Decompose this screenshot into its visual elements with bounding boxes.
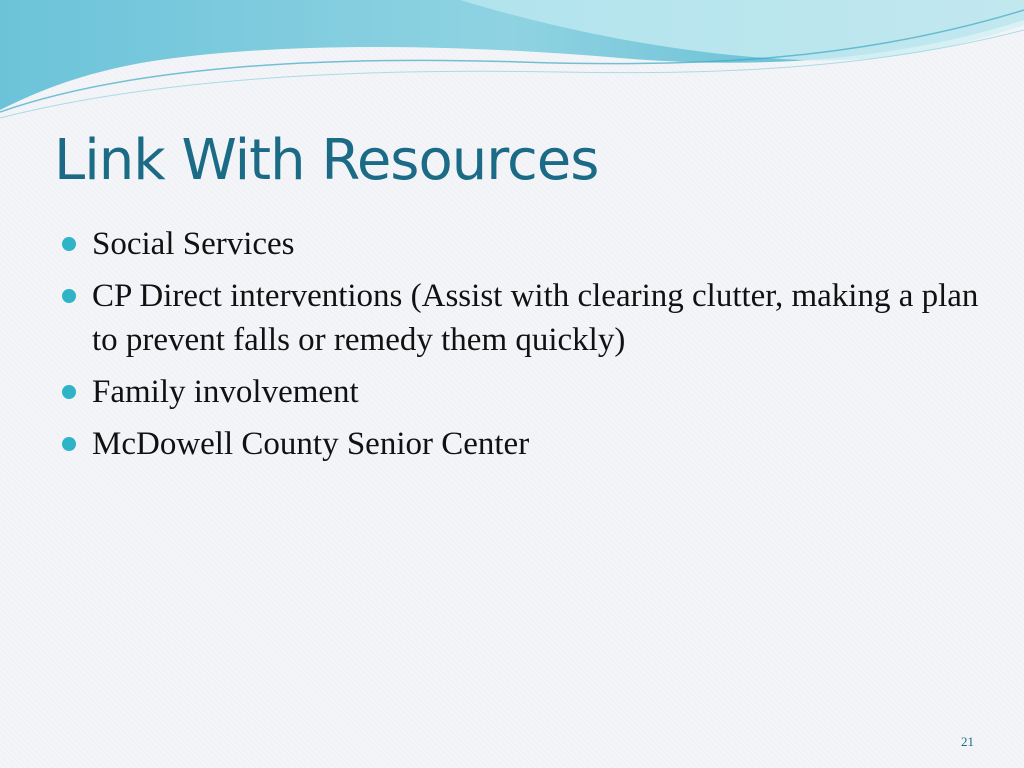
bullet-item bbox=[62, 222, 982, 266]
bullet-dot-icon bbox=[62, 437, 76, 451]
bullet-item bbox=[62, 422, 982, 466]
bullet-text: Family involvement bbox=[92, 374, 359, 410]
bullet-text: Social Services bbox=[92, 226, 295, 262]
bullet-text: CP Direct interventions (Assist with clearing clutter, making a plan to prevent falls or remedy them quickly) bbox=[92, 278, 979, 358]
bullet-dot-icon bbox=[62, 237, 76, 251]
bullet-item bbox=[62, 274, 982, 362]
slide-title: Link With Resources bbox=[54, 128, 599, 193]
bullet-dot-icon bbox=[62, 289, 76, 303]
bullet-text: McDowell County Senior Center bbox=[92, 426, 530, 462]
wave-banner-decoration bbox=[0, 0, 1024, 130]
bullet-dot-icon bbox=[62, 385, 76, 399]
page-number: 21 bbox=[961, 734, 974, 749]
bullet-list bbox=[62, 222, 982, 474]
bullet-item bbox=[62, 370, 982, 414]
